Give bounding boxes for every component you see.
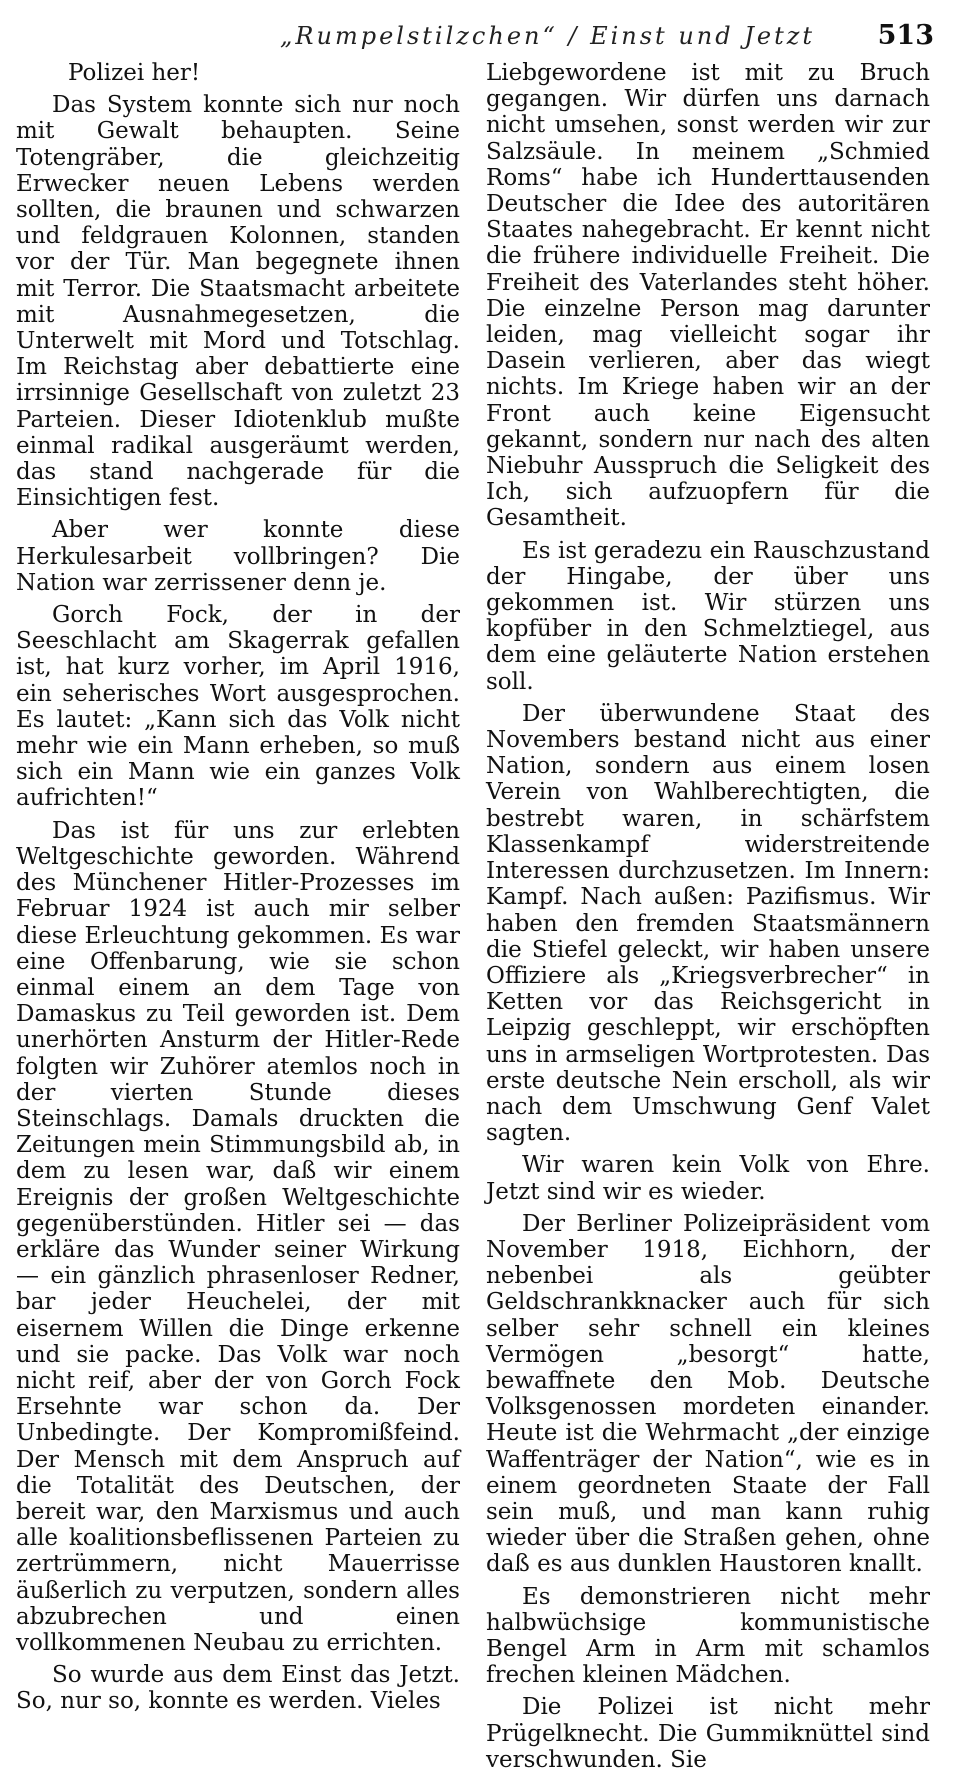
left-column [16,60,460,1721]
paragraph: So wurde aus dem Einst das Jetzt. So, nur so, konnte es werden. Vieles [16,1662,460,1715]
page-header [0,18,960,58]
paragraph: Das ist für uns zur erlebten Weltgeschichte geworden. Während des Münchener Hitler-Prozesses im Februar 1924 ist auch mir selber diese Erleuchtung gekommen. Es war eine Offenbarung, wie sie schon einmal einem an dem Tage von Damaskus zu Teil geworden ist. Dem unerhörten Ansturm der Hitler-Rede folgten wir Zuhörer atemlos noch in der vierten Stunde dieses Steinschlags. Damals druckten die Zeitungen mein Stimmungsbild ab, in dem zu lesen war, daß wir einem Ereignis der großen Weltgeschichte gegenüberstünden. Hitler sei — das erkläre das Wunder seiner Wirkung — ein gänzlich phrasenloser Redner, bar jeder Heuchelei, der mit eisernem Willen die Dinge erkenne und sie packe. Das Volk war noch nicht reif, aber der von Gorch Fock Ersehnte war schon da. Der Unbedingte. Der Kompromißfeind. Der Mensch mit dem Anspruch auf die Totalität des Deutschen, der bereit war, den Marxismus und auch alle koalitionsbeflissenen Parteien zu zertrümmern, nicht Mauerrisse äußerlich zu verputzen, sondern alles abzubrechen und einen vollkommenen Neubau zu errichten. [16,817,460,1656]
paragraph: Wir waren kein Volk von Ehre. Jetzt sind wir es wieder. [486,1152,930,1205]
paragraph: Der Berliner Polizeipräsident vom November 1918, Eichhorn, der nebenbei als geübter Geldschrankknacker auch für sich selber sehr schnell ein kleines Vermögen „besorgt“ hatte, bewaffnete den Mob. Deutsche Volksgenossen mordeten einander. Heute ist die Wehrmacht „der einzige Waffenträger der Nation“, wie es in einem geordneten Staate der Fall sein muß, und man kann ruhig wieder über die Straßen gehen, ohne daß es aus dunklen Haustoren knallt. [486,1210,930,1578]
paragraph: Es demonstrieren nicht mehr halbwüchsige kommunistische Bengel Arm in Arm mit schamlos frechen kleinen Mädchen. [486,1583,930,1689]
paragraph: Polizei her! [68,60,201,86]
paragraph: Es ist geradezu ein Rauschzustand der Hingabe, der über uns gekommen ist. Wir stürzen uns kopfüber in den Schmelztiegel, aus dem eine geläuterte Nation erstehen soll. [486,537,930,695]
paragraph: Liebgewordene ist mit zu Bruch gegangen. Wir dürfen uns darnach nicht umsehen, sonst werden wir zur Salzsäule. In meinem „Schmied Roms“ habe ich Hunderttausenden Deutscher die Idee des autoritären Staates nahegebracht. Er kennt nicht die frühere individuelle Freiheit. Die Freiheit des Vaterlandes steht höher. Die einzelne Person mag darunter leiden, mag vielleicht sogar ihr Dasein verlieren, aber das wiegt nichts. Im Kriege haben wir an der Front auch keine Eigensucht gekannt, sondern nur nach des alten Niebuhr Ausspruch die Seligkeit des Ich, sich aufzuopfern für die Gesamtheit. [486,60,930,532]
paragraph: Gorch Fock, der in der Seeschlacht am Skagerrak gefallen ist, hat kurz vorher, im April 1916, ein seherisches Wort ausgesprochen. Es lautet: „Kann sich das Volk nicht mehr wie ein Mann erheben, so muß sich ein Mann wie ein ganzes Volk aufrichten!“ [16,602,460,812]
paragraph: Aber wer konnte diese Herkulesarbeit vollbringen? Die Nation war zerrissener denn je. [16,517,460,596]
paragraph: Die Polizei ist nicht mehr Prügelknecht. Die Gummiknüttel sind verschwunden. Sie [486,1694,930,1773]
page-number: 513 [877,20,934,51]
running-title: „Rumpelstilzchen“ / Einst und Jetzt [280,22,815,50]
right-column [486,60,930,1779]
paragraph: Der überwundene Staat des Novembers bestand nicht aus einer Nation, sondern aus einem losen Verein von Wahlberechtigten, die bestrebt waren, in schärfstem Klassenkampf widerstreitende Interessen durchzusetzen. Im Innern: Kampf. Nach außen: Pazifismus. Wir haben den fremden Staatsmännern die Stiefel geleckt, wir haben unsere Offiziere als „Kriegsverbrecher“ in Ketten vor das Reichsgericht in Leipzig geschleppt, wir erschöpften uns in armseligen Wortprotesten. Das erste deutsche Nein erscholl, als wir nach dem Umschwung Genf Valet sagten. [486,700,930,1147]
paragraph: Das System konnte sich nur noch mit Gewalt behaupten. Seine Totengräber, die gleichzeitig Erwecker neuen Lebens werden sollten, die braunen und schwarzen und feldgrauen Kolonnen, standen vor der Tür. Man begegnete ihnen mit Terror. Die Staatsmacht arbeitete mit Ausnahmegesetzen, die Unterwelt mit Mord und Totschlag. Im Reichstag aber debattierte eine irrsinnige Gesellschaft von zuletzt 23 Parteien. Dieser Idiotenklub mußte einmal radikal ausgeräumt werden, das stand nachgerade für die Einsichtigen fest. [16,92,460,512]
